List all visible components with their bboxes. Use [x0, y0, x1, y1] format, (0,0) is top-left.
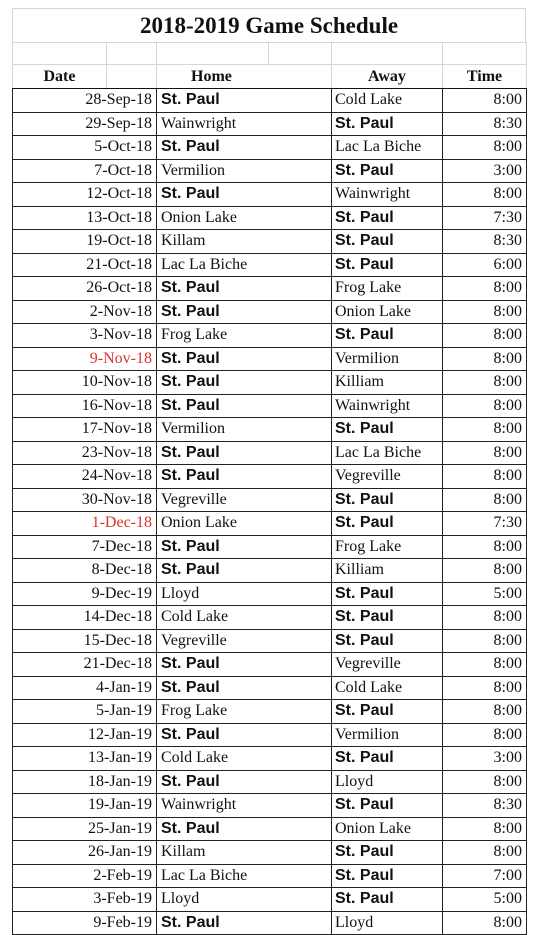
cell-away: Lloyd	[332, 770, 443, 794]
table-row	[13, 230, 527, 254]
cell-date: 26-Jan-19	[13, 841, 157, 865]
cell-time: 8:00	[443, 418, 527, 442]
cell-date: 17-Nov-18	[13, 418, 157, 442]
cell-away: St. Paul	[332, 112, 443, 136]
schedule-sheet	[12, 8, 526, 935]
cell-time: 8:00	[443, 300, 527, 324]
cell-time: 8:00	[443, 136, 527, 160]
cell-time: 7:00	[443, 864, 527, 888]
cell-home: Vegreville	[157, 629, 332, 653]
cell-away: St. Paul	[332, 629, 443, 653]
table-row	[13, 89, 527, 113]
cell-away: Vegreville	[332, 465, 443, 489]
cell-away: Frog Lake	[332, 277, 443, 301]
cell-date: 7-Dec-18	[13, 535, 157, 559]
cell-home: Lloyd	[157, 582, 332, 606]
table-row	[13, 112, 527, 136]
table-row	[13, 488, 527, 512]
table-row	[13, 864, 527, 888]
cell-home: St. Paul	[157, 136, 332, 160]
cell-date: 24-Nov-18	[13, 465, 157, 489]
cell-away: St. Paul	[332, 747, 443, 771]
cell-home: Cold Lake	[157, 747, 332, 771]
cell-date: 29-Sep-18	[13, 112, 157, 136]
cell-time: 8:30	[443, 230, 527, 254]
cell-away: Lac La Biche	[332, 441, 443, 465]
cell-time: 8:00	[443, 347, 527, 371]
cell-date: 1-Dec-18	[13, 512, 157, 536]
cell-away: Onion Lake	[332, 300, 443, 324]
cell-time: 8:00	[443, 700, 527, 724]
cell-home: Frog Lake	[157, 700, 332, 724]
cell-away: St. Paul	[332, 253, 443, 277]
cell-home: Wainwright	[157, 794, 332, 818]
cell-home: Cold Lake	[157, 606, 332, 630]
cell-date: 26-Oct-18	[13, 277, 157, 301]
cell-time: 8:00	[443, 723, 527, 747]
spacer-row	[13, 43, 527, 65]
table-row	[13, 606, 527, 630]
header-home: Home	[157, 65, 332, 89]
cell-away: St. Paul	[332, 324, 443, 348]
cell-time: 8:00	[443, 371, 527, 395]
table-row	[13, 629, 527, 653]
cell-time: 5:00	[443, 582, 527, 606]
schedule-table	[12, 42, 527, 935]
cell-time: 8:00	[443, 324, 527, 348]
cell-away: St. Paul	[332, 230, 443, 254]
cell-date: 8-Dec-18	[13, 559, 157, 583]
cell-date: 4-Jan-19	[13, 676, 157, 700]
cell-away: St. Paul	[332, 794, 443, 818]
cell-date: 15-Dec-18	[13, 629, 157, 653]
cell-date: 3-Nov-18	[13, 324, 157, 348]
cell-time: 8:00	[443, 89, 527, 113]
cell-time: 8:00	[443, 441, 527, 465]
cell-time: 3:00	[443, 159, 527, 183]
cell-date: 21-Dec-18	[13, 653, 157, 677]
cell-away: Frog Lake	[332, 535, 443, 559]
cell-date: 25-Jan-19	[13, 817, 157, 841]
cell-time: 7:30	[443, 206, 527, 230]
cell-home: Killam	[157, 841, 332, 865]
cell-away: Wainwright	[332, 183, 443, 207]
cell-time: 8:30	[443, 794, 527, 818]
cell-home: St. Paul	[157, 465, 332, 489]
cell-time: 8:00	[443, 770, 527, 794]
cell-away: Killiam	[332, 371, 443, 395]
cell-date: 18-Jan-19	[13, 770, 157, 794]
cell-time: 8:00	[443, 676, 527, 700]
cell-date: 13-Oct-18	[13, 206, 157, 230]
cell-home: Lac La Biche	[157, 864, 332, 888]
cell-home: St. Paul	[157, 371, 332, 395]
cell-date: 19-Oct-18	[13, 230, 157, 254]
cell-home: Wainwright	[157, 112, 332, 136]
table-row	[13, 794, 527, 818]
cell-date: 9-Feb-19	[13, 911, 157, 935]
cell-home: St. Paul	[157, 277, 332, 301]
table-row	[13, 441, 527, 465]
header-date: Date	[13, 65, 107, 89]
cell-home: St. Paul	[157, 723, 332, 747]
cell-away: St. Paul	[332, 418, 443, 442]
cell-home: St. Paul	[157, 183, 332, 207]
table-row	[13, 888, 527, 912]
cell-time: 8:00	[443, 277, 527, 301]
cell-home: St. Paul	[157, 300, 332, 324]
table-row	[13, 770, 527, 794]
table-row	[13, 183, 527, 207]
cell-date: 9-Nov-18	[13, 347, 157, 371]
cell-home: St. Paul	[157, 911, 332, 935]
cell-date: 21-Oct-18	[13, 253, 157, 277]
table-row	[13, 394, 527, 418]
table-row	[13, 582, 527, 606]
cell-away: St. Paul	[332, 159, 443, 183]
table-row	[13, 300, 527, 324]
table-row	[13, 535, 527, 559]
cell-away: Onion Lake	[332, 817, 443, 841]
table-row	[13, 676, 527, 700]
cell-away: St. Paul	[332, 206, 443, 230]
cell-time: 5:00	[443, 888, 527, 912]
cell-home: Lac La Biche	[157, 253, 332, 277]
cell-home: Frog Lake	[157, 324, 332, 348]
cell-date: 2-Nov-18	[13, 300, 157, 324]
cell-date: 14-Dec-18	[13, 606, 157, 630]
cell-away: Lac La Biche	[332, 136, 443, 160]
table-row	[13, 559, 527, 583]
table-row	[13, 347, 527, 371]
cell-date: 9-Dec-19	[13, 582, 157, 606]
cell-home: Killam	[157, 230, 332, 254]
cell-home: St. Paul	[157, 347, 332, 371]
cell-date: 12-Oct-18	[13, 183, 157, 207]
cell-home: St. Paul	[157, 817, 332, 841]
cell-time: 8:00	[443, 465, 527, 489]
header-away: Away	[332, 65, 443, 89]
table-row	[13, 136, 527, 160]
header-row	[13, 65, 527, 89]
cell-time: 8:00	[443, 841, 527, 865]
table-row	[13, 700, 527, 724]
cell-date: 2-Feb-19	[13, 864, 157, 888]
cell-time: 8:00	[443, 535, 527, 559]
table-row	[13, 371, 527, 395]
cell-date: 3-Feb-19	[13, 888, 157, 912]
cell-date: 30-Nov-18	[13, 488, 157, 512]
cell-home: Vermilion	[157, 418, 332, 442]
table-row	[13, 512, 527, 536]
cell-home: Onion Lake	[157, 512, 332, 536]
cell-date: 28-Sep-18	[13, 89, 157, 113]
cell-date: 7-Oct-18	[13, 159, 157, 183]
cell-home: St. Paul	[157, 770, 332, 794]
table-row	[13, 747, 527, 771]
cell-date: 13-Jan-19	[13, 747, 157, 771]
table-row	[13, 206, 527, 230]
cell-away: Cold Lake	[332, 89, 443, 113]
cell-date: 12-Jan-19	[13, 723, 157, 747]
cell-time: 8:00	[443, 817, 527, 841]
cell-date: 19-Jan-19	[13, 794, 157, 818]
cell-away: St. Paul	[332, 606, 443, 630]
cell-home: St. Paul	[157, 676, 332, 700]
cell-away: St. Paul	[332, 888, 443, 912]
cell-date: 5-Jan-19	[13, 700, 157, 724]
cell-home: St. Paul	[157, 653, 332, 677]
cell-home: St. Paul	[157, 535, 332, 559]
table-row	[13, 418, 527, 442]
table-row	[13, 723, 527, 747]
cell-away: St. Paul	[332, 841, 443, 865]
cell-date: 10-Nov-18	[13, 371, 157, 395]
cell-time: 8:00	[443, 488, 527, 512]
cell-time: 8:00	[443, 606, 527, 630]
cell-away: Lloyd	[332, 911, 443, 935]
cell-time: 8:00	[443, 653, 527, 677]
table-row	[13, 253, 527, 277]
table-row	[13, 277, 527, 301]
cell-home: St. Paul	[157, 559, 332, 583]
cell-time: 7:30	[443, 512, 527, 536]
cell-away: Vermilion	[332, 723, 443, 747]
cell-home: Lloyd	[157, 888, 332, 912]
cell-date: 16-Nov-18	[13, 394, 157, 418]
cell-away: Vegreville	[332, 653, 443, 677]
cell-time: 8:30	[443, 112, 527, 136]
cell-home: St. Paul	[157, 441, 332, 465]
cell-away: Cold Lake	[332, 676, 443, 700]
cell-away: St. Paul	[332, 700, 443, 724]
cell-away: Wainwright	[332, 394, 443, 418]
page-title: 2018-2019 Game Schedule	[12, 8, 526, 42]
table-row	[13, 653, 527, 677]
cell-time: 3:00	[443, 747, 527, 771]
cell-away: St. Paul	[332, 512, 443, 536]
cell-home: Vermilion	[157, 159, 332, 183]
table-row	[13, 817, 527, 841]
table-row	[13, 159, 527, 183]
cell-home: St. Paul	[157, 394, 332, 418]
cell-time: 8:00	[443, 394, 527, 418]
cell-time: 8:00	[443, 183, 527, 207]
cell-away: Vermilion	[332, 347, 443, 371]
cell-away: Killiam	[332, 559, 443, 583]
cell-date: 23-Nov-18	[13, 441, 157, 465]
cell-home: Vegreville	[157, 488, 332, 512]
cell-time: 8:00	[443, 911, 527, 935]
cell-time: 8:00	[443, 629, 527, 653]
header-time: Time	[443, 65, 527, 89]
cell-home: Onion Lake	[157, 206, 332, 230]
table-row	[13, 324, 527, 348]
cell-away: St. Paul	[332, 864, 443, 888]
cell-time: 8:00	[443, 559, 527, 583]
table-row	[13, 465, 527, 489]
cell-date: 5-Oct-18	[13, 136, 157, 160]
cell-home: St. Paul	[157, 89, 332, 113]
cell-time: 6:00	[443, 253, 527, 277]
cell-away: St. Paul	[332, 582, 443, 606]
table-row	[13, 841, 527, 865]
cell-away: St. Paul	[332, 488, 443, 512]
